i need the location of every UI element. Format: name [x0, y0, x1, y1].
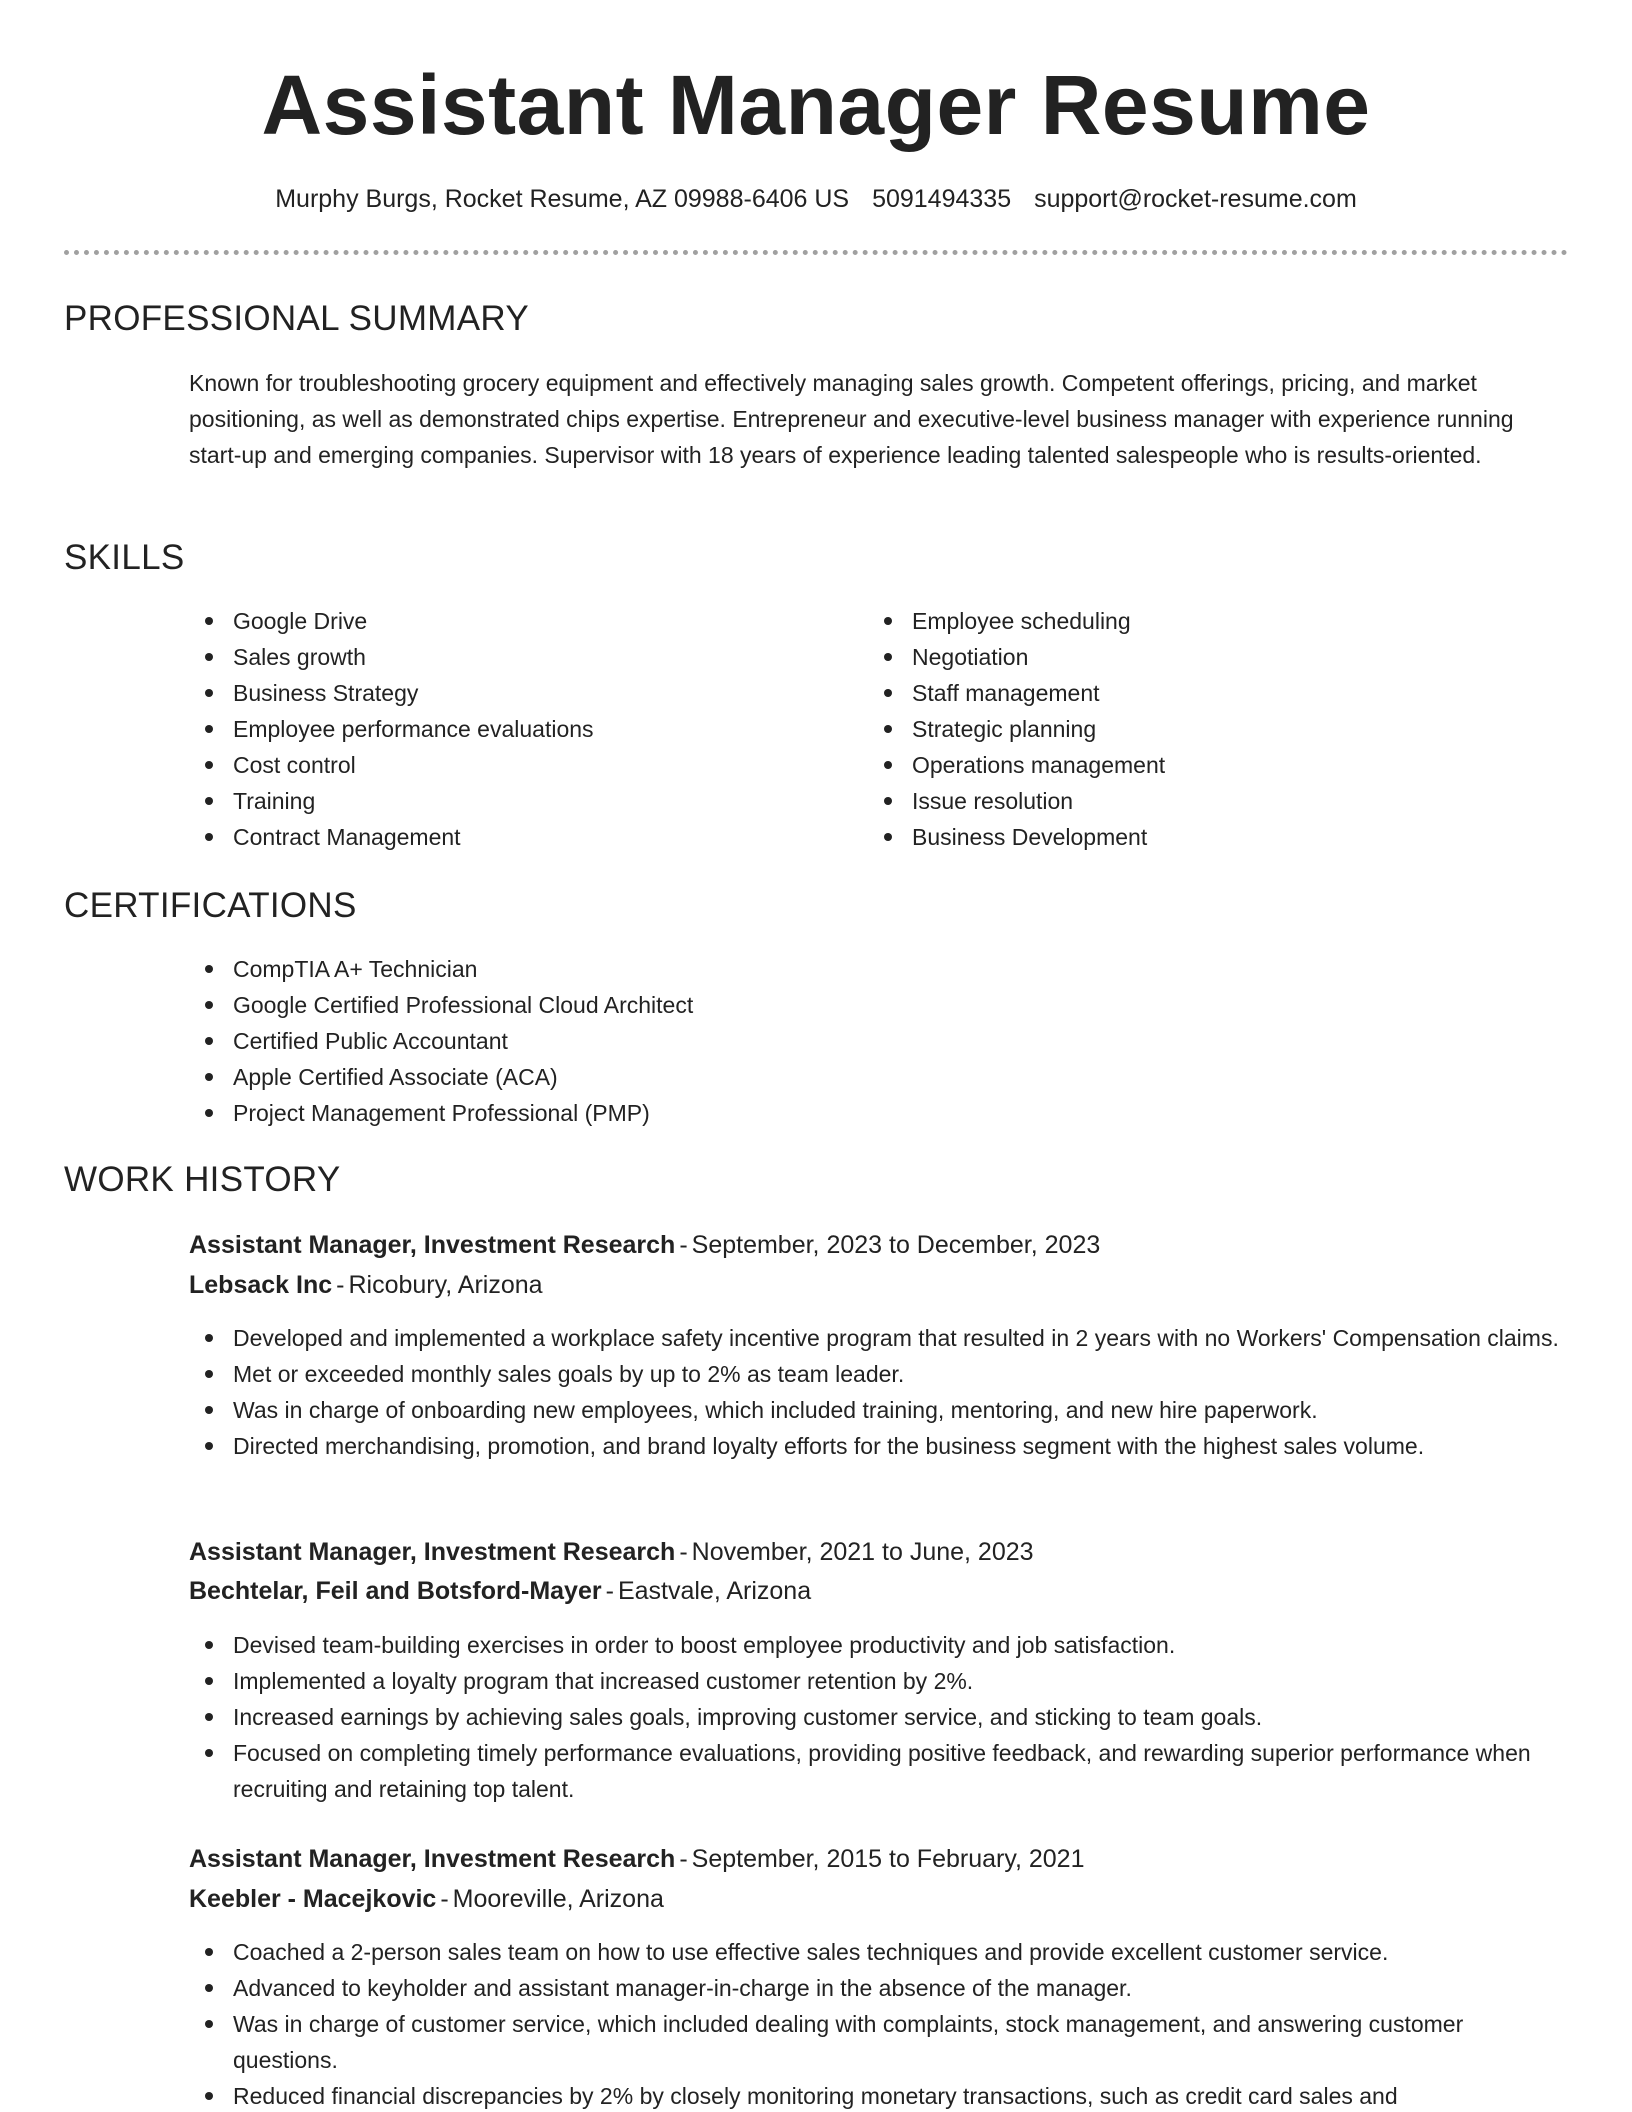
skills-list-left — [189, 603, 829, 855]
job-title: Assistant Manager, Investment Research — [189, 1231, 676, 1259]
job-company-line — [189, 1266, 543, 1304]
separator: - — [679, 1845, 688, 1873]
job-company: Lebsack Inc — [189, 1271, 333, 1299]
contact-address: Murphy Burgs, Rocket Resume, AZ 09988-6406 US — [275, 185, 850, 213]
skills-list-right — [868, 603, 1508, 855]
list-item: Developed and implemented a workplace safety incentive program that resulted in 2 years with no Workers' Compensation claims. — [189, 1320, 1569, 1356]
list-item: Employee scheduling — [868, 603, 1508, 639]
list-item: Focused on completing timely performance evaluations, providing positive feedback, and rewarding superior performance when recruiting and retaining top talent. — [189, 1735, 1569, 1807]
list-item: Employee performance evaluations — [189, 711, 829, 747]
job-dates: September, 2015 to February, 2021 — [691, 1845, 1085, 1873]
work-history-heading: WORK HISTORY — [64, 1160, 341, 1199]
job-bullets — [189, 1934, 1569, 2112]
header-divider — [64, 250, 1568, 255]
separator: - — [679, 1538, 688, 1566]
job-title-line — [189, 1226, 1100, 1264]
list-item: Advanced to keyholder and assistant manager-in-charge in the absence of the manager. — [189, 1970, 1569, 2006]
job-title-line — [189, 1533, 1034, 1571]
list-item: Strategic planning — [868, 711, 1508, 747]
resume-title: Assistant Manager Resume — [261, 58, 1371, 152]
job-dates: September, 2023 to December, 2023 — [691, 1231, 1101, 1259]
list-item: Staff management — [868, 675, 1508, 711]
list-item: Implemented a loyalty program that increased customer retention by 2%. — [189, 1663, 1569, 1699]
list-item: Training — [189, 783, 829, 819]
separator: - — [679, 1231, 688, 1259]
job-company: Keebler - Macejkovic — [189, 1885, 437, 1913]
job-location: Mooreville, Arizona — [452, 1885, 664, 1913]
list-item: Google Certified Professional Cloud Architect — [189, 987, 1569, 1023]
summary-text: Known for troubleshooting grocery equipment and effectively managing sales growth. Competent offerings, pricing, and market positioning, as well as demonstrated chips expertise. Entrepreneur and executive-level business manager with experience running start-up and emerging companies. Supervisor with 18 years of experience leading talented salespeople who is results-oriented. — [189, 370, 1514, 468]
list-item: Google Drive — [189, 603, 829, 639]
job-title: Assistant Manager, Investment Research — [189, 1538, 676, 1566]
list-item: Sales growth — [189, 639, 829, 675]
job-bullets — [189, 1627, 1569, 1807]
skills-heading: SKILLS — [64, 538, 185, 577]
job-location: Ricobury, Arizona — [348, 1271, 543, 1299]
job-company-line — [189, 1572, 811, 1610]
list-item: Certified Public Accountant — [189, 1023, 1569, 1059]
list-item: Reduced financial discrepancies by 2% by closely monitoring monetary transactions, such as credit card sales and — [189, 2078, 1569, 2112]
job-company: Bechtelar, Feil and Botsford-Mayer — [189, 1577, 602, 1605]
job-dates: November, 2021 to June, 2023 — [691, 1538, 1034, 1566]
list-item: Was in charge of customer service, which included dealing with complaints, stock management, and answering customer questions. — [189, 2006, 1569, 2078]
list-item: Apple Certified Associate (ACA) — [189, 1059, 1569, 1095]
list-item: CompTIA A+ Technician — [189, 951, 1569, 987]
certifications-list — [189, 951, 1569, 1131]
list-item: Devised team-building exercises in order to boost employee productivity and job satisfaction. — [189, 1627, 1569, 1663]
list-item: Issue resolution — [868, 783, 1508, 819]
separator: - — [440, 1885, 449, 1913]
list-item: Directed merchandising, promotion, and brand loyalty efforts for the business segment with the highest sales volume. — [189, 1428, 1569, 1464]
job-location: Eastvale, Arizona — [617, 1577, 812, 1605]
list-item: Met or exceeded monthly sales goals by up to 2% as team leader. — [189, 1356, 1569, 1392]
list-item: Operations management — [868, 747, 1508, 783]
separator: - — [336, 1271, 345, 1299]
job-bullets — [189, 1320, 1569, 1464]
list-item: Was in charge of onboarding new employees, which included training, mentoring, and new hire paperwork. — [189, 1392, 1569, 1428]
list-item: Increased earnings by achieving sales goals, improving customer service, and sticking to team goals. — [189, 1699, 1569, 1735]
certifications-heading: CERTIFICATIONS — [64, 886, 357, 925]
contact-email: support@rocket-resume.com — [1034, 185, 1357, 213]
list-item: Business Strategy — [189, 675, 829, 711]
separator: - — [605, 1577, 614, 1605]
summary-heading: PROFESSIONAL SUMMARY — [64, 299, 529, 338]
job-company-line — [189, 1880, 664, 1918]
list-item: Contract Management — [189, 819, 829, 855]
contact-line — [0, 181, 1632, 217]
list-item: Cost control — [189, 747, 829, 783]
contact-phone: 5091494335 — [872, 185, 1012, 213]
list-item: Business Development — [868, 819, 1508, 855]
job-title: Assistant Manager, Investment Research — [189, 1845, 676, 1873]
job-title-line — [189, 1840, 1085, 1878]
list-item: Coached a 2-person sales team on how to use effective sales techniques and provide excellent customer service. — [189, 1934, 1569, 1970]
list-item: Project Management Professional (PMP) — [189, 1095, 1569, 1131]
list-item: Negotiation — [868, 639, 1508, 675]
